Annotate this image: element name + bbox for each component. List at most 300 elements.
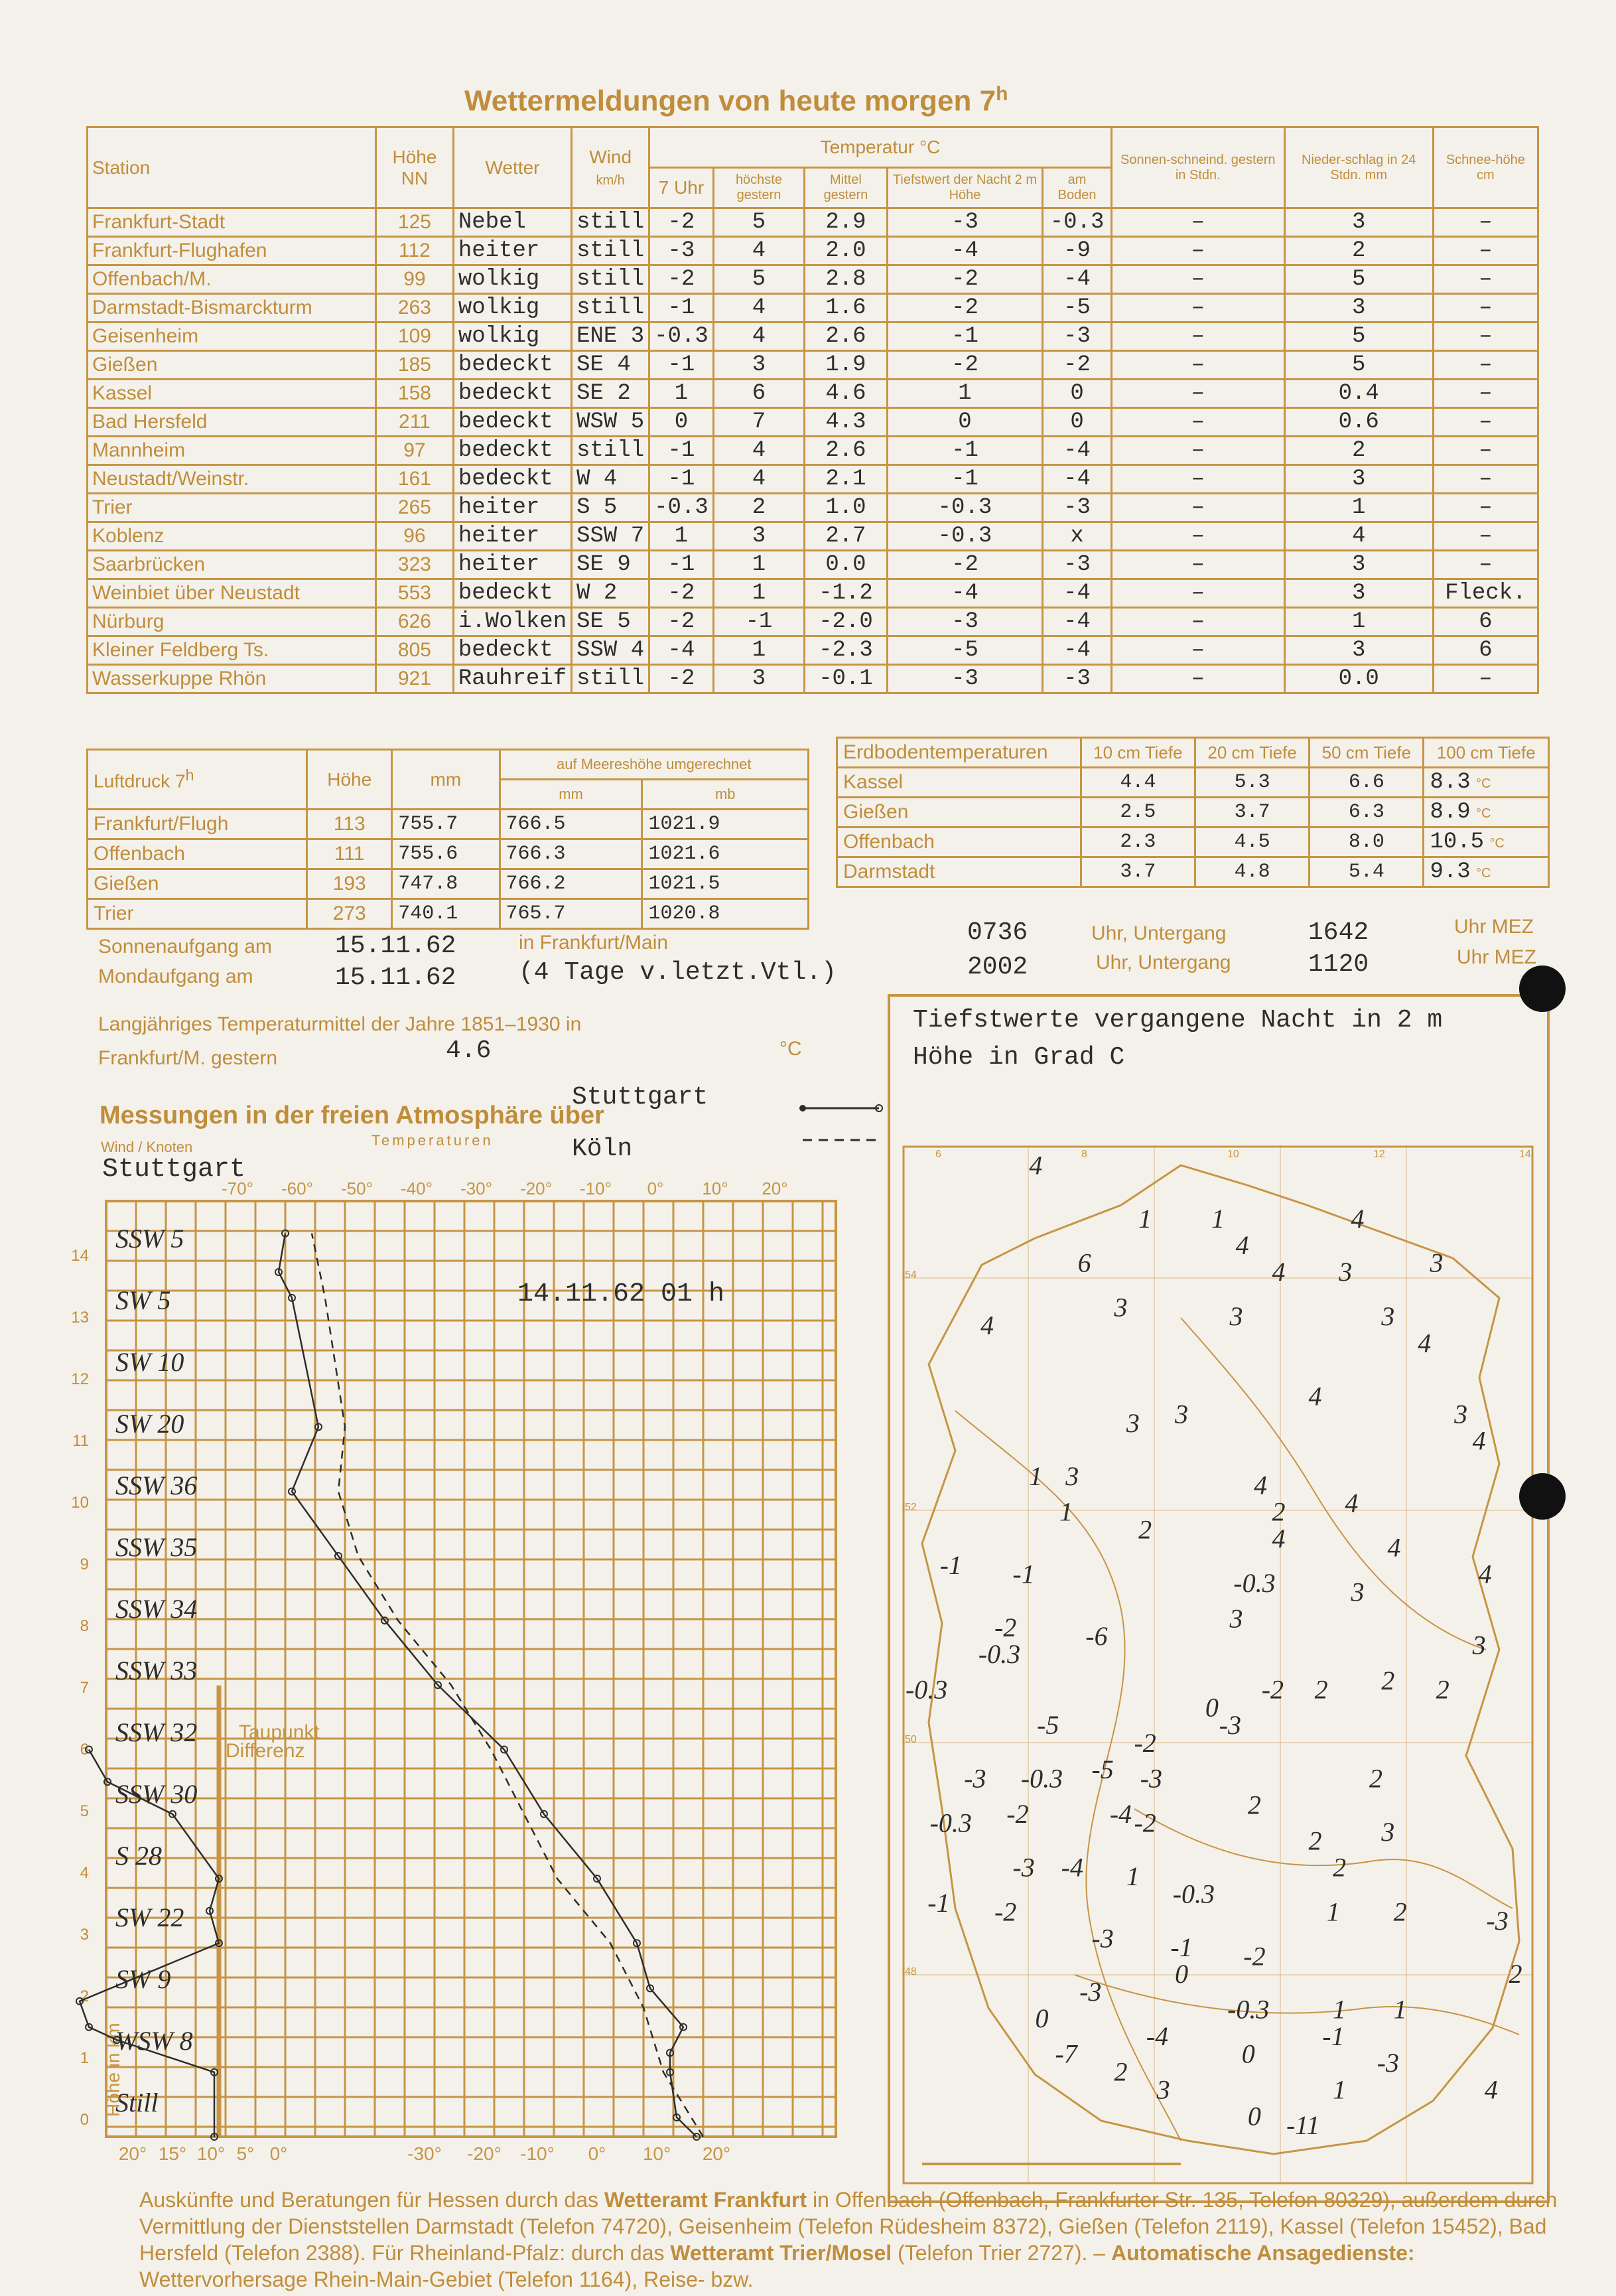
table-row (88, 265, 1538, 294)
soil-d50: 6.3 (1310, 798, 1424, 827)
map-temperature-value: -2 (994, 1897, 1017, 1927)
table-row (88, 437, 1538, 465)
soil-d100-header: 100 cm Tiefe (1424, 738, 1549, 768)
map-temperature-value: 4 (1387, 1532, 1401, 1563)
pressure-table (86, 749, 809, 930)
station-wetter: i.Wolken (453, 608, 571, 636)
map-temperature-value: -0.3 (905, 1674, 948, 1705)
map-temperature-value: -3 (1377, 2048, 1399, 2078)
station-sun: – (1111, 294, 1284, 323)
map-temperature-value: -2 (994, 1612, 1017, 1642)
pressure-hoehe: 113 (307, 810, 392, 839)
station-hoehe: 626 (376, 608, 454, 636)
station-snow: – (1433, 522, 1538, 551)
soil-d100 (1424, 857, 1549, 887)
wind-entry: SW 10 (115, 1347, 184, 1377)
moon-mez: Uhr MEZ (1457, 946, 1536, 968)
station-precip: 5 (1284, 351, 1433, 380)
station-hoehe: 112 (376, 237, 454, 265)
pressure-msl-header: auf Meereshöhe umgerechnet (500, 750, 808, 780)
station-snow: – (1433, 408, 1538, 437)
station-sun: – (1111, 351, 1284, 380)
station-low2m: 1 (887, 380, 1043, 408)
station-sun: – (1111, 380, 1284, 408)
station-precip: 3 (1284, 208, 1433, 237)
map-temperature-value: 4 (1272, 1523, 1286, 1553)
station-wind: still (572, 208, 649, 237)
top-tick-label: 20° (762, 1179, 788, 1198)
bottom-tick-label: 0° (269, 2143, 288, 2164)
station-lowground: -3 (1043, 665, 1112, 693)
station-mean: 2.1 (805, 465, 887, 494)
table-row (88, 351, 1538, 380)
station-hoehe: 109 (376, 323, 454, 351)
station-high: 5 (713, 265, 804, 294)
map-temperature-value: 3 (1339, 1257, 1353, 1287)
y-tick-label: 0 (80, 2111, 89, 2129)
pressure-row (88, 899, 809, 929)
table-row (88, 665, 1538, 693)
map-temperature-value: -2 (1006, 1799, 1029, 1830)
station-wind: SE 5 (572, 608, 649, 636)
map-temperature-value: 3 (1381, 1301, 1395, 1332)
soil-station: Kassel (837, 768, 1081, 798)
soil-d100-value: 10.5 (1430, 829, 1485, 855)
station-precip: 2 (1284, 237, 1433, 265)
station-wetter: wolkig (453, 294, 571, 323)
wind-entry: SSW 36 (115, 1471, 198, 1500)
soil-d100-value: 9.3 (1430, 859, 1471, 885)
soil-unit: °C (1476, 866, 1491, 881)
map-temperature-value: -7 (1055, 2039, 1077, 2069)
top-tick-label: 10° (702, 1179, 728, 1198)
wind-entry: SSW 30 (115, 1779, 198, 1809)
station-high: 1 (713, 636, 804, 665)
station-high: 1 (713, 551, 804, 579)
map-temperature-value: 1 (1333, 1994, 1347, 2025)
longterm-line1: Langjähriges Temperaturmittel der Jahre 1851–1930 in (98, 1013, 582, 1035)
soil-unit: °C (1476, 806, 1491, 821)
station-lowground: -2 (1043, 351, 1112, 380)
chart-date-typed: 14.11.62 01 h (517, 1279, 725, 1309)
station-mean: -2.0 (805, 608, 887, 636)
station-low2m: -0.3 (887, 494, 1043, 522)
map-temperature-value: -1 (939, 1550, 962, 1581)
table-row (88, 294, 1538, 323)
station-snow: – (1433, 665, 1538, 693)
station-wind: SSW 7 (572, 522, 649, 551)
station-precip: 0.4 (1284, 380, 1433, 408)
station-lowground: -9 (1043, 237, 1112, 265)
station-wetter: Rauhreif (453, 665, 571, 693)
station-lowground: -4 (1043, 465, 1112, 494)
page-title: Wettermeldungen von heute morgen 7$^h$ (464, 83, 1008, 117)
station-low2m: -2 (887, 551, 1043, 579)
bottom-tick-label: 0° (588, 2143, 606, 2164)
map-temperature-value: -4 (1061, 1852, 1083, 1883)
station-name: Neustadt/Weinstr. (88, 465, 376, 494)
table-row (88, 551, 1538, 579)
map-temperature-value: 4 (1484, 2074, 1498, 2105)
map-temperature-value: 1 (1059, 1496, 1073, 1527)
pressure-row (88, 869, 809, 899)
map-temperature-value: -2 (1243, 1941, 1266, 1972)
moon-label: Mondaufgang am (98, 966, 253, 987)
pressure-mb: 1021.5 (642, 869, 809, 899)
legend-marker (799, 1105, 806, 1112)
atmos-station1: Stuttgart (572, 1083, 708, 1112)
y-tick-label: 10 (71, 1494, 89, 1512)
station-high: 7 (713, 408, 804, 437)
station-snow: Fleck. (1433, 579, 1538, 608)
station-sun: – (1111, 665, 1284, 693)
punch-hole (1519, 1473, 1566, 1520)
y-tick-label: 14 (71, 1247, 89, 1265)
longterm-value: 4.6 (446, 1037, 492, 1065)
table-row (88, 522, 1538, 551)
station-lowground: -5 (1043, 294, 1112, 323)
soil-d100 (1424, 827, 1549, 857)
atmos-station-typed: Stuttgart (102, 1155, 246, 1184)
station-hoehe: 323 (376, 551, 454, 579)
station-mean: 1.0 (805, 494, 887, 522)
map-temperature-value: -11 (1286, 2110, 1320, 2140)
map-temperature-value: 4 (1235, 1230, 1249, 1260)
table-row (88, 636, 1538, 665)
station-lowground: 0 (1043, 380, 1112, 408)
top-tick-label: -60° (281, 1179, 313, 1198)
station-hoehe: 158 (376, 380, 454, 408)
station-low2m: -0.3 (887, 522, 1043, 551)
station-sun: – (1111, 437, 1284, 465)
station-high: 3 (713, 351, 804, 380)
station-snow: – (1433, 265, 1538, 294)
map-temperature-value: -2 (1134, 1808, 1156, 1838)
station-high: 4 (713, 323, 804, 351)
map-temperature-value: 2 (1247, 1790, 1261, 1820)
map-temperature-value: 4 (1478, 1559, 1492, 1589)
map-temperature-value: -0.3 (1227, 1994, 1270, 2025)
station-t7: -0.3 (649, 323, 714, 351)
station-sun: – (1111, 579, 1284, 608)
pressure-mb: 1021.6 (642, 839, 809, 869)
hoehe-header: Höhe NN (376, 127, 454, 208)
wind-entry: SSW 32 (115, 1717, 198, 1747)
schnee-header: Schnee-höhe cm (1433, 127, 1538, 208)
station-low2m: -1 (887, 465, 1043, 494)
station-lowground: -3 (1043, 323, 1112, 351)
wind-entry: SSW 33 (115, 1656, 198, 1686)
station-sun: – (1111, 465, 1284, 494)
station-t7: -3 (649, 237, 714, 265)
wind-entry: SSW 5 (115, 1224, 184, 1254)
map-temperature-value: -4 (1146, 2021, 1169, 2051)
station-hoehe: 265 (376, 494, 454, 522)
station-wetter: heiter (453, 237, 571, 265)
atmos-legend (799, 1095, 886, 1155)
soil-d20-header: 20 cm Tiefe (1195, 738, 1310, 768)
map-temperature-value: 2 (1138, 1514, 1152, 1545)
station-t7: 1 (649, 522, 714, 551)
pressure-hoehe: 193 (307, 869, 392, 899)
germany-min-temp-map (902, 1145, 1534, 2185)
soil-d20: 5.3 (1195, 768, 1310, 798)
station-precip: 1 (1284, 608, 1433, 636)
soil-d100 (1424, 798, 1549, 827)
hoechste-header: höchste gestern (713, 168, 804, 208)
pressure-mb-header: mb (642, 780, 809, 810)
pressure-hoehe-header: Höhe (307, 750, 392, 810)
map-temperature-value: 1 (1126, 1861, 1140, 1891)
station-sun: – (1111, 551, 1284, 579)
station-low2m: -5 (887, 636, 1043, 665)
moon-time: 2002 (967, 953, 1028, 981)
y-tick-label: 3 (80, 1926, 89, 1944)
station-precip: 3 (1284, 465, 1433, 494)
y-tick-label: 1 (80, 2049, 89, 2067)
sun-mez: Uhr MEZ (1454, 916, 1534, 938)
map-temperature-value: 2 (1509, 1959, 1522, 1989)
station-mean: 0.0 (805, 551, 887, 579)
temperatur-header: Temperatur °C (649, 127, 1112, 168)
map-temperature-value: 3 (1454, 1399, 1468, 1429)
pressure-msl-mm: 766.5 (500, 810, 642, 839)
map-temperature-value: 2 (1272, 1496, 1286, 1527)
soil-rows (837, 768, 1549, 887)
pressure-rows (88, 810, 809, 929)
sun-date: 15.11.62 (335, 932, 456, 960)
station-name: Kleiner Feldberg Ts. (88, 636, 376, 665)
station-high: 2 (713, 494, 804, 522)
station-hoehe: 99 (376, 265, 454, 294)
wind-entry: SSW 35 (115, 1532, 198, 1562)
station-wind: WSW 5 (572, 408, 649, 437)
station-snow: – (1433, 551, 1538, 579)
soil-d50-header: 50 cm Tiefe (1310, 738, 1424, 768)
station-table (86, 126, 1539, 694)
station-lowground: -3 (1043, 551, 1112, 579)
soil-d10: 2.5 (1081, 798, 1195, 827)
map-temperature-value: 4 (1029, 1150, 1043, 1181)
station-snow: – (1433, 294, 1538, 323)
soil-row (837, 827, 1549, 857)
y-tick-label: 13 (71, 1309, 89, 1327)
punch-hole (1519, 966, 1566, 1012)
map-temperature-value: 3 (1175, 1399, 1189, 1429)
table-row (88, 237, 1538, 265)
table-row (88, 579, 1538, 608)
station-hoehe: 185 (376, 351, 454, 380)
station-t7: -2 (649, 579, 714, 608)
bottom-tick-label: 10° (196, 2143, 226, 2164)
soil-d10: 3.7 (1081, 857, 1195, 887)
map-lat-label: 54 (905, 1269, 917, 1281)
station-hoehe: 125 (376, 208, 454, 237)
map-temperature-value: -6 (1085, 1621, 1108, 1652)
pressure-hoehe: 273 (307, 899, 392, 929)
map-grid-label: 8 (1081, 1149, 1087, 1160)
station-hoehe: 211 (376, 408, 454, 437)
station-high: 4 (713, 237, 804, 265)
map-temperature-value: 3 (1381, 1816, 1395, 1847)
station-snow: – (1433, 237, 1538, 265)
y-tick-label: 6 (80, 1741, 89, 1758)
station-sun: – (1111, 265, 1284, 294)
station-wetter: bedeckt (453, 437, 571, 465)
station-hoehe: 553 (376, 579, 454, 608)
station-snow: – (1433, 351, 1538, 380)
wetter-header: Wetter (453, 127, 571, 208)
map-temperature-value: 3 (1156, 2074, 1170, 2105)
table-row (88, 465, 1538, 494)
map-temperature-value: -0.3 (1020, 1763, 1063, 1794)
station-mean: 2.9 (805, 208, 887, 237)
map-temperature-value: 6 (1077, 1248, 1091, 1278)
bottom-tick-label: 20° (118, 2143, 147, 2164)
hoehe-label: Höhe in km (103, 2023, 123, 2117)
station-wind: W 4 (572, 465, 649, 494)
soil-d100-value: 8.3 (1430, 770, 1471, 795)
station-wind: W 2 (572, 579, 649, 608)
temperature-line-stuttgart (279, 1234, 697, 2137)
station-t7: -1 (649, 437, 714, 465)
map-lat-label: 48 (905, 1966, 917, 1977)
station-t7: -0.3 (649, 494, 714, 522)
chart-frame (106, 1201, 836, 2137)
soil-table (836, 737, 1550, 888)
y-tick-label: 5 (80, 1802, 89, 1820)
top-tick-label: -70° (222, 1179, 253, 1198)
map-temperature-value: 3 (1229, 1301, 1243, 1332)
map-temperature-value: 1 (1138, 1203, 1152, 1234)
station-lowground: -4 (1043, 437, 1112, 465)
station-mean: 2.7 (805, 522, 887, 551)
soil-d100 (1424, 768, 1549, 798)
station-name: Frankfurt-Stadt (88, 208, 376, 237)
station-name: Koblenz (88, 522, 376, 551)
map-temperature-value: -3 (964, 1763, 986, 1794)
table-row (88, 608, 1538, 636)
sun-label: Sonnenaufgang am (98, 936, 272, 958)
station-precip: 5 (1284, 323, 1433, 351)
y-tick-label: 8 (80, 1617, 89, 1635)
map-temperature-value: 2 (1314, 1674, 1328, 1705)
map-temperature-value: -0.3 (1172, 1879, 1215, 1909)
station-sun: – (1111, 237, 1284, 265)
pressure-mb: 1020.8 (642, 899, 809, 929)
map-temperature-value: -1 (927, 1888, 950, 1918)
station-low2m: -3 (887, 208, 1043, 237)
station-t7: -2 (649, 608, 714, 636)
moon-untergang-label: Uhr, Untergang (1096, 952, 1231, 973)
map-temperature-value: -2 (1261, 1674, 1284, 1705)
soil-station: Darmstadt (837, 857, 1081, 887)
map-temperature-value: -3 (1140, 1763, 1162, 1794)
pressure-mb: 1021.9 (642, 810, 809, 839)
station-precip: 4 (1284, 522, 1433, 551)
pressure-mm: 755.6 (392, 839, 500, 869)
station-low2m: -1 (887, 437, 1043, 465)
map-temperature-value: -3 (1091, 1923, 1114, 1954)
map-lat-label: 50 (905, 1734, 917, 1745)
station-name: Trier (88, 494, 376, 522)
map-temperature-value: 2 (1369, 1763, 1382, 1794)
map-temperature-value: -1 (1170, 1932, 1193, 1962)
station-hoehe: 161 (376, 465, 454, 494)
station-low2m: -2 (887, 294, 1043, 323)
soil-d50: 8.0 (1310, 827, 1424, 857)
bottom-tick-label: 5° (236, 2143, 255, 2164)
map-grid-label: 6 (935, 1149, 941, 1160)
station-wetter: bedeckt (453, 579, 571, 608)
station-high: -1 (713, 608, 804, 636)
station-low2m: -4 (887, 579, 1043, 608)
map-temperature-value: 4 (1418, 1328, 1432, 1358)
wind-entry: SSW 34 (115, 1594, 198, 1624)
station-rows (88, 208, 1538, 693)
station-t7: 1 (649, 380, 714, 408)
station-lowground: -4 (1043, 265, 1112, 294)
soil-d10: 2.3 (1081, 827, 1195, 857)
y-tick-label: 9 (80, 1555, 89, 1573)
map-temperature-value: -3 (1486, 1905, 1509, 1936)
pressure-hoehe: 111 (307, 839, 392, 869)
map-temperature-value: 2 (1308, 1826, 1322, 1856)
station-mean: 2.8 (805, 265, 887, 294)
pressure-mslmm-header: mm (500, 780, 642, 810)
station-lowground: -4 (1043, 579, 1112, 608)
station-name: Gießen (88, 351, 376, 380)
top-tick-label: -10° (580, 1179, 612, 1198)
mittel-header: Mittel gestern (805, 168, 887, 208)
soil-d10: 4.4 (1081, 768, 1195, 798)
station-low2m: -2 (887, 265, 1043, 294)
map-grid-label: 14 (1519, 1149, 1531, 1160)
wind-entry: SW 20 (115, 1409, 184, 1439)
station-high: 4 (713, 294, 804, 323)
y-tick-label: 12 (71, 1370, 89, 1388)
station-high: 1 (713, 579, 804, 608)
map-temperature-value: 0 (1241, 2039, 1255, 2069)
station-t7: -1 (649, 351, 714, 380)
pressure-label-header: Luftdruck 7$^h$ (88, 750, 307, 810)
station-wetter: bedeckt (453, 408, 571, 437)
station-lowground: -3 (1043, 494, 1112, 522)
pressure-row (88, 839, 809, 869)
wind-entry: SW 22 (115, 1902, 184, 1932)
soil-d100-value: 8.9 (1430, 800, 1471, 825)
map-grid-label: 12 (1373, 1149, 1385, 1160)
table-row (88, 208, 1538, 237)
map-temperature-value: 2 (1333, 1852, 1347, 1883)
soil-label-header: Erdbodentemperaturen (837, 738, 1081, 768)
pressure-mm-header: mm (392, 750, 500, 810)
soil-unit: °C (1476, 776, 1491, 791)
station-hoehe: 921 (376, 665, 454, 693)
station-mean: 1.6 (805, 294, 887, 323)
pressure-msl-mm: 766.3 (500, 839, 642, 869)
sonne-header: Sonnen-schneind. gestern in Stdn. (1111, 127, 1284, 208)
pressure-station: Frankfurt/Flugh (88, 810, 307, 839)
map-temperature-value: 3 (1472, 1630, 1486, 1660)
station-hoehe: 96 (376, 522, 454, 551)
station-precip: 0.6 (1284, 408, 1433, 437)
station-mean: 2.0 (805, 237, 887, 265)
soil-unit: °C (1489, 836, 1505, 851)
station-wind: still (572, 294, 649, 323)
station-precip: 0.0 (1284, 665, 1433, 693)
pressure-msl-mm: 765.7 (500, 899, 642, 929)
